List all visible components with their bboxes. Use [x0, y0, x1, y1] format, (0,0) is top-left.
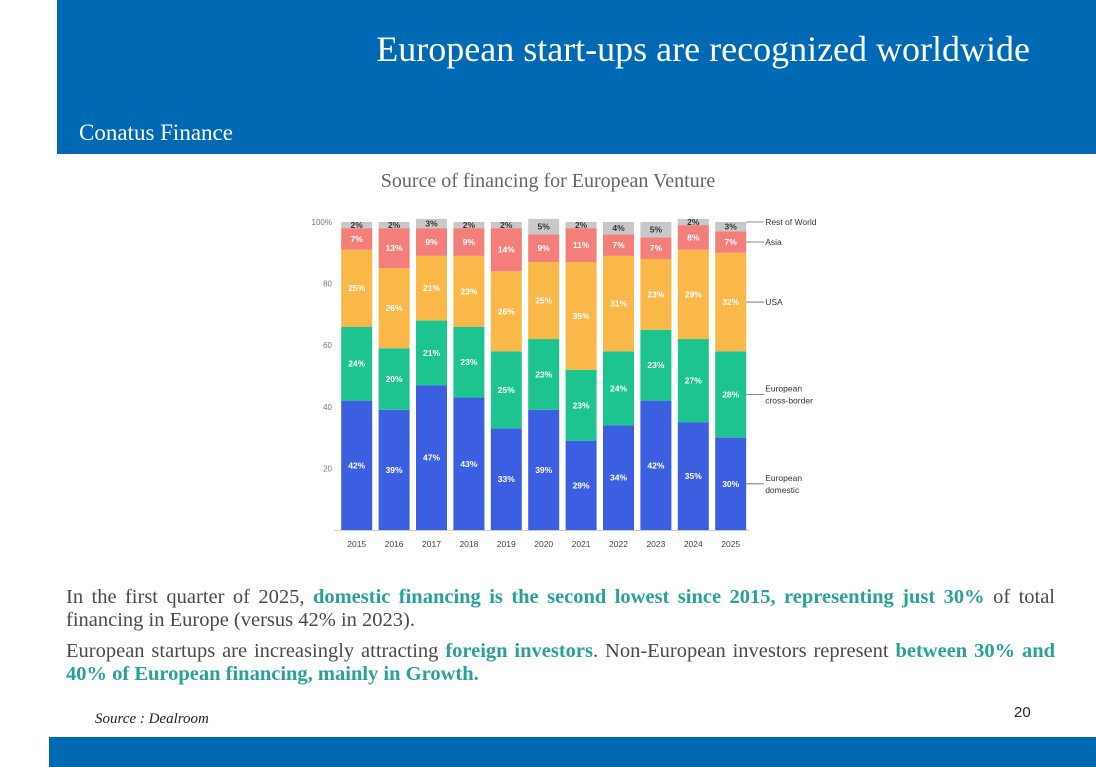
data-label: 7% [649, 243, 663, 254]
data-label: 26% [385, 303, 403, 314]
x-tick-label: 2025 [721, 539, 741, 549]
data-label: 24% [348, 358, 366, 369]
data-label: 2% [574, 220, 588, 231]
data-label: 2% [500, 220, 513, 231]
data-label: 2% [387, 220, 401, 231]
y-tick-label: 20 [323, 464, 332, 474]
data-label: 8% [687, 232, 700, 243]
data-label: 33% [497, 474, 515, 485]
legend-label: Rest of World [765, 217, 817, 227]
source-note: Source : Dealroom [95, 711, 209, 727]
data-label: 3% [724, 221, 737, 232]
data-label: 5% [537, 221, 550, 232]
x-tick-label: 2018 [459, 539, 479, 549]
data-label: 9% [462, 237, 476, 248]
chart-title: Source of financing for European Venture [380, 170, 716, 192]
data-label: 23% [535, 369, 553, 380]
data-label: 31% [609, 298, 628, 309]
legend-label: Asia [765, 237, 782, 248]
data-label: 7% [612, 240, 625, 251]
data-label: 32% [722, 297, 740, 308]
legend-label: domestic [765, 484, 800, 495]
data-label: 47% [422, 452, 441, 463]
x-tick-label: 2020 [534, 539, 554, 549]
data-label: 7% [350, 233, 363, 244]
data-label: 27% [684, 375, 702, 386]
data-label: 26% [497, 306, 515, 317]
x-tick-label: 2019 [496, 539, 516, 549]
data-label: 28% [722, 389, 740, 400]
stacked-bar-chart [295, 208, 835, 553]
data-label: 13% [385, 243, 403, 254]
data-label: 4% [612, 223, 625, 234]
data-label: 2% [687, 217, 700, 227]
paragraph-domestic [66, 586, 1055, 632]
data-label: 29% [684, 289, 702, 300]
p2-highlight-investors: foreign investors [445, 640, 594, 662]
data-label: 2% [350, 220, 363, 231]
data-label: 3% [425, 218, 438, 229]
legend-label: European [765, 383, 803, 394]
data-label: 9% [537, 243, 550, 254]
legend-label: European [765, 472, 803, 483]
x-tick-label: 2022 [609, 539, 628, 549]
x-tick-label: 2016 [384, 539, 404, 549]
x-tick-label: 2024 [683, 539, 703, 549]
data-label: 23% [647, 289, 665, 300]
p2-text-a: European startups are increasingly attracting [66, 640, 446, 662]
data-label: 23% [647, 360, 665, 371]
data-label: 25% [535, 295, 553, 306]
data-label: 25% [348, 283, 366, 294]
data-label: 42% [647, 460, 665, 471]
p2-text-c: . Non-European investors represent [593, 640, 896, 662]
company-name: Conatus Finance [79, 120, 233, 145]
y-tick-label: 60 [323, 341, 332, 351]
p2-highlight-share: between 30% and 40% of European financing, mainly in Growth. [66, 640, 1055, 685]
data-label: 21% [422, 283, 441, 294]
data-label: 2% [462, 220, 476, 231]
data-label: 23% [460, 286, 478, 297]
data-label: 30% [722, 478, 740, 489]
data-label: 14% [497, 244, 515, 255]
x-tick-label: 2021 [571, 539, 591, 549]
data-label: 39% [385, 464, 403, 475]
legend-label: cross-border [765, 395, 813, 406]
data-label: 24% [609, 383, 628, 394]
page-title: European start-ups are recognized worldwide [376, 29, 1030, 69]
x-tick-label: 2023 [646, 539, 666, 549]
data-label: 43% [460, 458, 478, 469]
data-label: 25% [497, 384, 515, 395]
y-tick-label: 40 [323, 402, 332, 412]
legend-label: USA [765, 297, 783, 308]
data-label: 21% [422, 347, 441, 358]
y-tick-label: 100% [311, 218, 332, 227]
data-label: 20% [385, 374, 403, 385]
data-label: 23% [572, 400, 590, 411]
header-banner [57, 0, 1096, 154]
data-label: 39% [535, 464, 553, 475]
p1-highlight: domestic financing is the second lowest since 2015, representing just 30% [312, 586, 985, 608]
data-label: 42% [348, 460, 366, 471]
data-label: 9% [425, 237, 438, 248]
data-label: 34% [609, 472, 628, 483]
y-tick-label: 80 [323, 279, 332, 289]
data-label: 29% [572, 480, 590, 491]
x-tick-label: 2017 [422, 539, 441, 549]
data-label: 11% [572, 240, 590, 251]
data-label: 35% [572, 310, 590, 321]
body-text [66, 586, 1055, 694]
p1-text-c: of total financing in Europe (versus 42% in 2023). [66, 586, 1055, 631]
x-tick-label: 2015 [347, 539, 367, 549]
page-number: 20 [1014, 704, 1031, 721]
data-label: 23% [460, 357, 478, 368]
data-label: 5% [649, 224, 663, 235]
data-label: 35% [684, 471, 702, 482]
paragraph-foreign [66, 640, 1055, 686]
data-label: 7% [724, 237, 737, 248]
p1-text-a: In the first quarter of 2025, [66, 586, 313, 608]
footer-band [49, 737, 1096, 767]
